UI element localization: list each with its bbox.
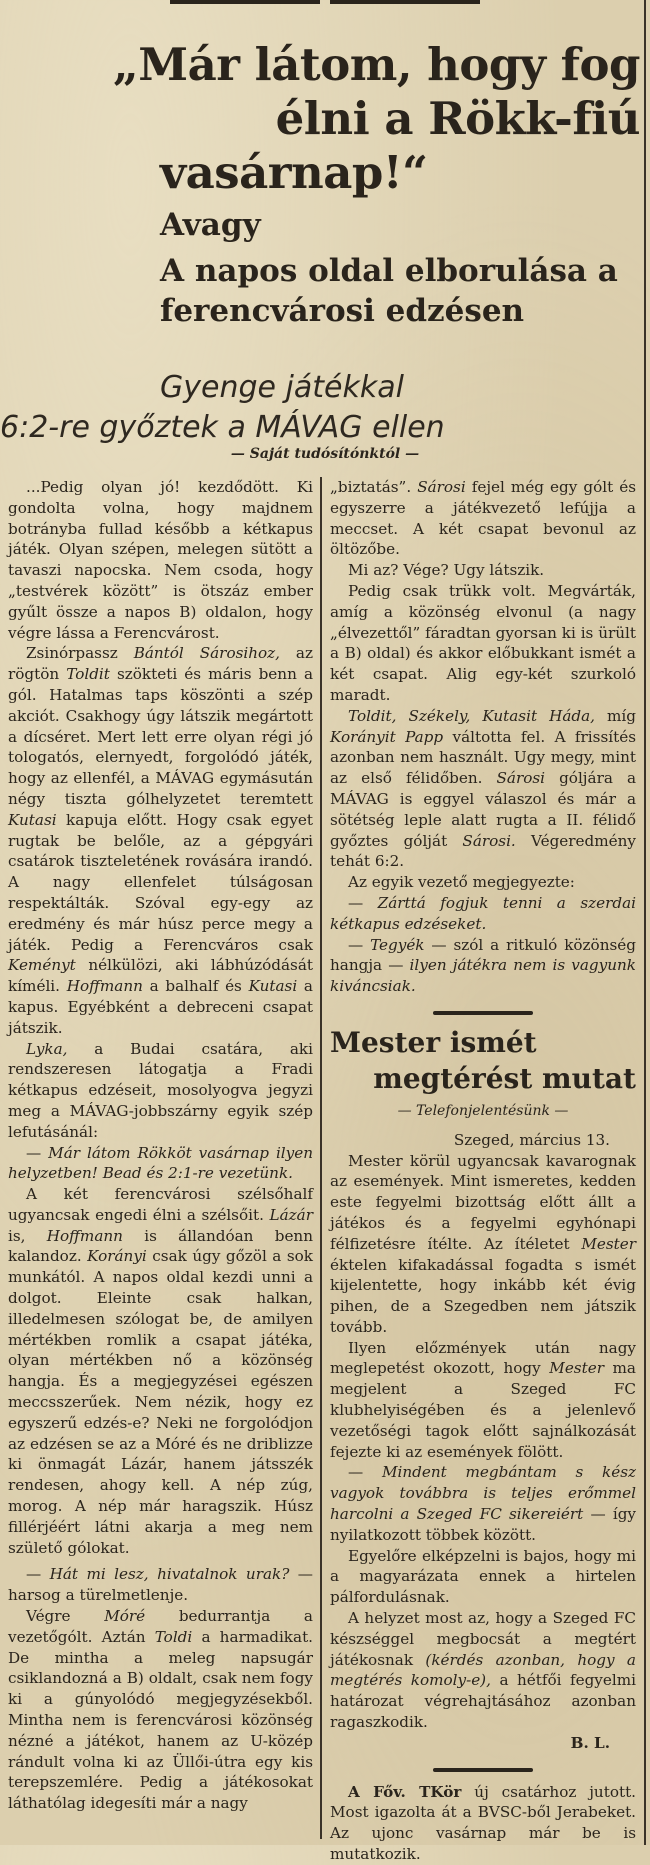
subheadline-bold [160, 205, 630, 331]
paragraph: Az egyik vezető megjegyezte: [348, 873, 575, 892]
quote-paragraph: — Zárttá fogjuk tenni a szerdai kétkapus edzéseket. [330, 893, 636, 933]
paragraph: Mi az? Vége? Ugy látszik. [348, 561, 545, 580]
top-rule-right [330, 0, 480, 4]
article-column-left [8, 477, 313, 1814]
paragraph: Végre Móré bedurrantja a vezetőgólt. Aztán Toldi a harmadikat. De mintha a meleg napsugár csiklandozná a B) oldalt, csak nem fogy ki a gúnyolódó megjegyzésekből. Mintha nem is ferencvárosi közönség nézné a játékot, hanem az U-közép rándult volna ki az Üllői-útra egy kis terepszemlére. Pedig a játékosokat láthatólag idegesíti már a nagy [8, 1607, 313, 1813]
article2-byline: — Telefonjelentésünk — [397, 1102, 569, 1119]
article2-headline-line-2: megtérést mutat [373, 1061, 636, 1095]
subheadline-italic-line-2: 6:2-re győztek a MÁVAG ellen [0, 410, 445, 445]
headline-line-1: „Már látom, hogy fog [112, 38, 640, 91]
quote-paragraph: — Hát mi lesz, hivatalnok urak? — harsog a türelmetlenje. [8, 1565, 313, 1605]
article2-headline [330, 1025, 636, 1097]
paragraph: Zsinórpassz Bántól Sárosihoz, az rögtön Toldit szökteti és máris benn a gól. Hatalmas taps köszönti a szép akciót. Csakhogy úgy látszik megártott a dícséret. Mert lett erre olyan régi jó tologatós, elernyedt, forgolódó játék, hogy az ellenfél, a MÁVAG egymásután négy tiszta gólhelyzetet teremtett Kutasi kapuja előtt. Hogy csak egyet rugtak be belőle, az a gépgyári csatárok tiszteletének rovására irandó. A nagy ellenfelet túlságosan respektálták. Szóval egy-egy az eredmény és már húsz perce megy a játék. Pedig a Ferencváros csak Keményt nélkülözi, aki lábhúzódását kíméli. Hoffmann a balhalf és Kutasi a kapus. Egyébként a debreceni csapat játszik. [8, 644, 314, 1037]
top-rule-left [170, 0, 320, 4]
section-separator [433, 1768, 533, 1772]
subheadline-italic [0, 368, 560, 448]
paragraph: A helyzet most az, hogy a Szeged FC készséggel megbocsát a megtért játékosnak (kérdés azonban, hogy a megtérés komoly-e), a hétfői fegyelmi határozat végrehajtásához azonban ragaszkodik. [330, 1609, 636, 1732]
paragraph: Mester körül ugyancsak kavarognak az események. Mint ismeretes, kedden este fegyelmi bizottság előtt állt a játékos és a fegyelmi egyhónapi félfizetésre ítélte. Az ítéletet Mester éktelen kifakadással fogadta s ismét kijelentette, hogy inkább két évig pihen, de a Szegedben nem játszik tovább. [330, 1151, 636, 1336]
article2-dateline: Szeged, március 13. [453, 1130, 610, 1149]
subheadline-napos-oldal: A napos oldal elborulása a ferencvárosi edzésen [160, 253, 618, 329]
paragraph: „biztatás”. Sárosi fejel még egy gólt és egyszerre a játékvezető lefújja a meccset. A két csapat bevonul az öltözőbe. [330, 478, 637, 559]
quote-paragraph: — Mindent megbántam s kész vagyok továbbra is teljes erőmmel harcolni a Szeged FC sikereiért — így nyilatkozott többek között. [330, 1463, 637, 1544]
section-separator [433, 1011, 533, 1015]
headline-line-2: élni a Rökk-fiú [275, 92, 640, 145]
paragraph: Pedig csak trükk volt. Megvárták, amíg a közönség elvonul (a nagy „élvezettől” fáradtan gyorsan ki is ürült a B) oldal) és akkor előbukkant ismét a két csapat. Alig egy-két szurkoló maradt. [330, 581, 636, 704]
subheadline-italic-line-1: Gyenge játékkal [160, 370, 404, 405]
main-headline [0, 38, 640, 200]
paragraph: A két ferencvárosi szélsőhalf ugyancsak engedi élni a szélsőit. Lázár is, Hoffmann is állandóan benn kalandoz. Korányi csak úgy gőzöl a sok munkától. A napos oldal kezdi unni a dolgot. Eleinte csak halkan, illedelmesen szólogat be, de amilyen mértékben romlik a csapat játéka, olyan mértékben nő a közönség hangja. És a megjegyzései egészen meccsszerűek. Nem nézik, hogy ez egyszerű edzés-e? Neki ne forgolódjon az edzésen se az a Móré és ne driblizze ki önmagát Lázár, hanem játsszék rendesen, ahogy kell. A nép zúg, morog. A nép már haragszik. Húsz fillérjéért látni akarja a meg nem születő gólokat. [8, 1185, 313, 1557]
column-divider-inner [320, 477, 322, 1839]
paragraph: Lyka, a Budai csatára, aki rendszeresen látogatja a Fradi kétkapus edzéseit, mosolyogva jegyzi meg a MÁVAG-jobbszárny egyik szép lefutásánál: [8, 1039, 313, 1141]
column-divider-outer [644, 0, 646, 1845]
quote-paragraph: — Tegyék — szól a ritkuló közönség hangja — ilyen játékra nem is vagyunk kiváncsiak. [330, 935, 636, 996]
paragraph: ...Pedig olyan jó! kezdődött. Ki gondolta volna, hogy majdnem botrányba fullad később a kétkapus játék. Olyan szépen, melegen sütött a tavaszi napocska. Nem csoda, hogy „testvérek között” is ötszáz ember gyűlt össze a napos B) oldalon, hogy végre lássa a Ferencvárost. [8, 478, 313, 642]
paragraph: Toldit, Székely, Kutasit Háda, míg Korányit Papp váltotta fel. A frissítés azonban nem használt. Ugy megy, mint az első félidőben. Sárosi góljára a MÁVAG is eggyel válaszol és már a sötétség leple alatt rugta a II. félidő győztes gólját Sárosi. Végeredmény tehát 6:2. [330, 706, 637, 871]
paragraph: Egyelőre elképzelni is bajos, hogy mi a magyarázata ennek a hirtelen pálfordulásnak. [330, 1546, 636, 1607]
brief-paragraph: A Főv. TKör új csatárhoz jutott. Most igazolta át a BVSC-ből Jerabeket. Az ujonc vasárnap már be is mutatkozik. [330, 1782, 636, 1864]
article2-headline-line-1: Mester ismét [330, 1025, 537, 1059]
quote-paragraph: — Már látom Rökköt vasárnap ilyen helyzetben! Bead és 2:1-re vezetünk. [8, 1143, 314, 1183]
headline-line-3: vasárnap!“ [160, 146, 428, 199]
article-column-right [330, 477, 636, 1865]
byline: — Saját tudósítónktól — [230, 446, 420, 462]
article2-signature: B. L. [570, 1733, 610, 1752]
paragraph: Ilyen előzmények után nagy meglepetést okozott, hogy Mester ma megjelent a Szeged FC klubhelyiségében és a jelenlevő vezetőségi tagok előtt sajnálkozását fejezte ki az események fölött. [330, 1338, 636, 1461]
subheadline-avagy: Avagy [160, 207, 261, 243]
